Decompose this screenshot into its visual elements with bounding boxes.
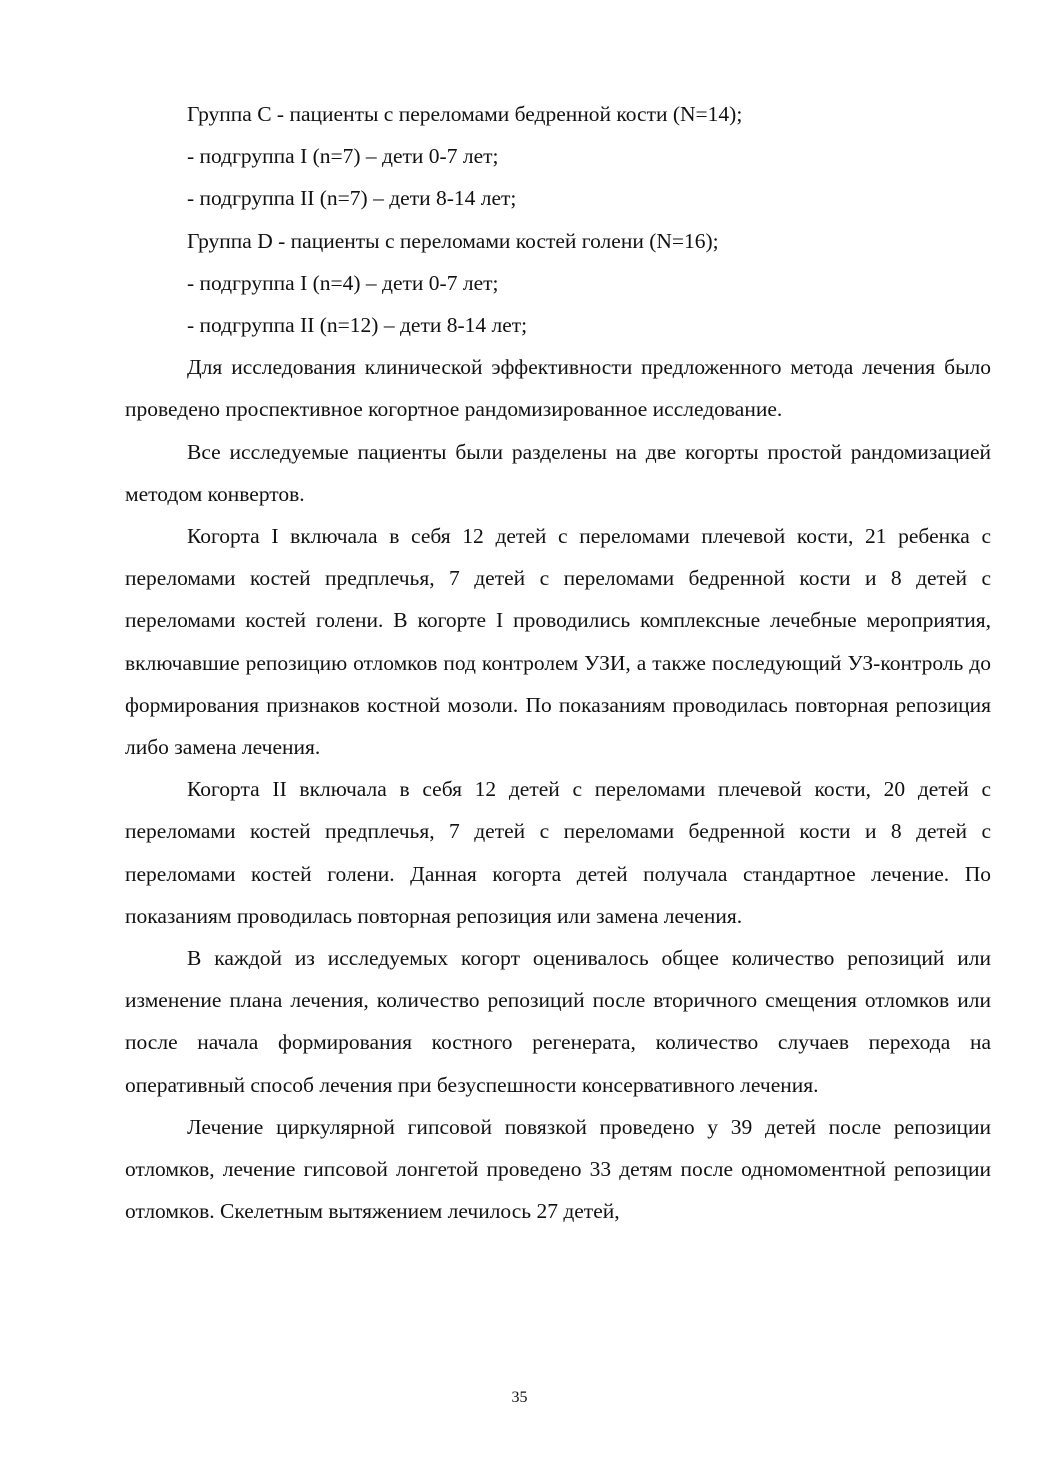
group-c-subgroup-1: - подгруппа I (n=7) – дети 0-7 лет; xyxy=(187,144,499,169)
page-body xyxy=(125,93,991,1232)
paragraph-cohort-1: Когорта I включала в себя 12 детей с переломами плечевой кости, 21 ребенка с переломами костей предплечья, 7 детей с переломами бедренной кости и 8 детей с переломами костей голени. В когорте I проводились комплексные лечебные мероприятия, включавшие репозицию отломков под контролем УЗИ, а также последующий УЗ-контроль до формирования признаков костной мозоли. По показаниям проводилась повторная репозиция либо замена лечения. xyxy=(125,524,991,760)
group-d-subgroup-2: - подгруппа II (n=12) – дети 8-14 лет; xyxy=(187,313,528,338)
paragraph-randomization: Все исследуемые пациенты были разделены на две когорты простой рандомизацией методом конвертов. xyxy=(125,439,991,506)
paragraph-treatment: Лечение циркулярной гипсовой повязкой проведено у 39 детей после репозиции отломков, лечение гипсовой лонгетой проведено 33 детям после одномоментной репозиции отломков. Скелетным вытяжением лечилось 27 детей, xyxy=(125,1114,991,1224)
page-number: 35 xyxy=(511,1389,528,1406)
group-d-heading: Группа D - пациенты с переломами костей голени (N=16); xyxy=(187,228,719,253)
group-c-heading: Группа C - пациенты с переломами бедренной кости (N=14); xyxy=(187,102,743,126)
paragraph-cohort-2: Когорта II включала в себя 12 детей с переломами плечевой кости, 20 детей с переломами костей предплечья, 7 детей с переломами бедренной кости и 8 детей с переломами костей голени. Данная когорта детей получала стандартное лечение. По показаниям проводилась повторная репозиция или замена лечения. xyxy=(125,777,991,928)
paragraph-study-design: Для исследования клинической эффективности предложенного метода лечения было проведено проспективное когортное рандомизированное исследование. xyxy=(125,355,991,422)
group-d-subgroup-1: - подгруппа I (n=4) – дети 0-7 лет; xyxy=(187,270,499,295)
paragraph-evaluation: В каждой из исследуемых когорт оценивалось общее количество репозиций или изменение плана лечения, количество репозиций после вторичного смещения отломков или после начала формирования костного регенерата, количество случаев перехода на оперативный способ лечения при безуспешности консервативного лечения. xyxy=(125,946,991,1097)
group-c-subgroup-2: - подгруппа II (n=7) – дети 8-14 лет; xyxy=(187,186,517,211)
